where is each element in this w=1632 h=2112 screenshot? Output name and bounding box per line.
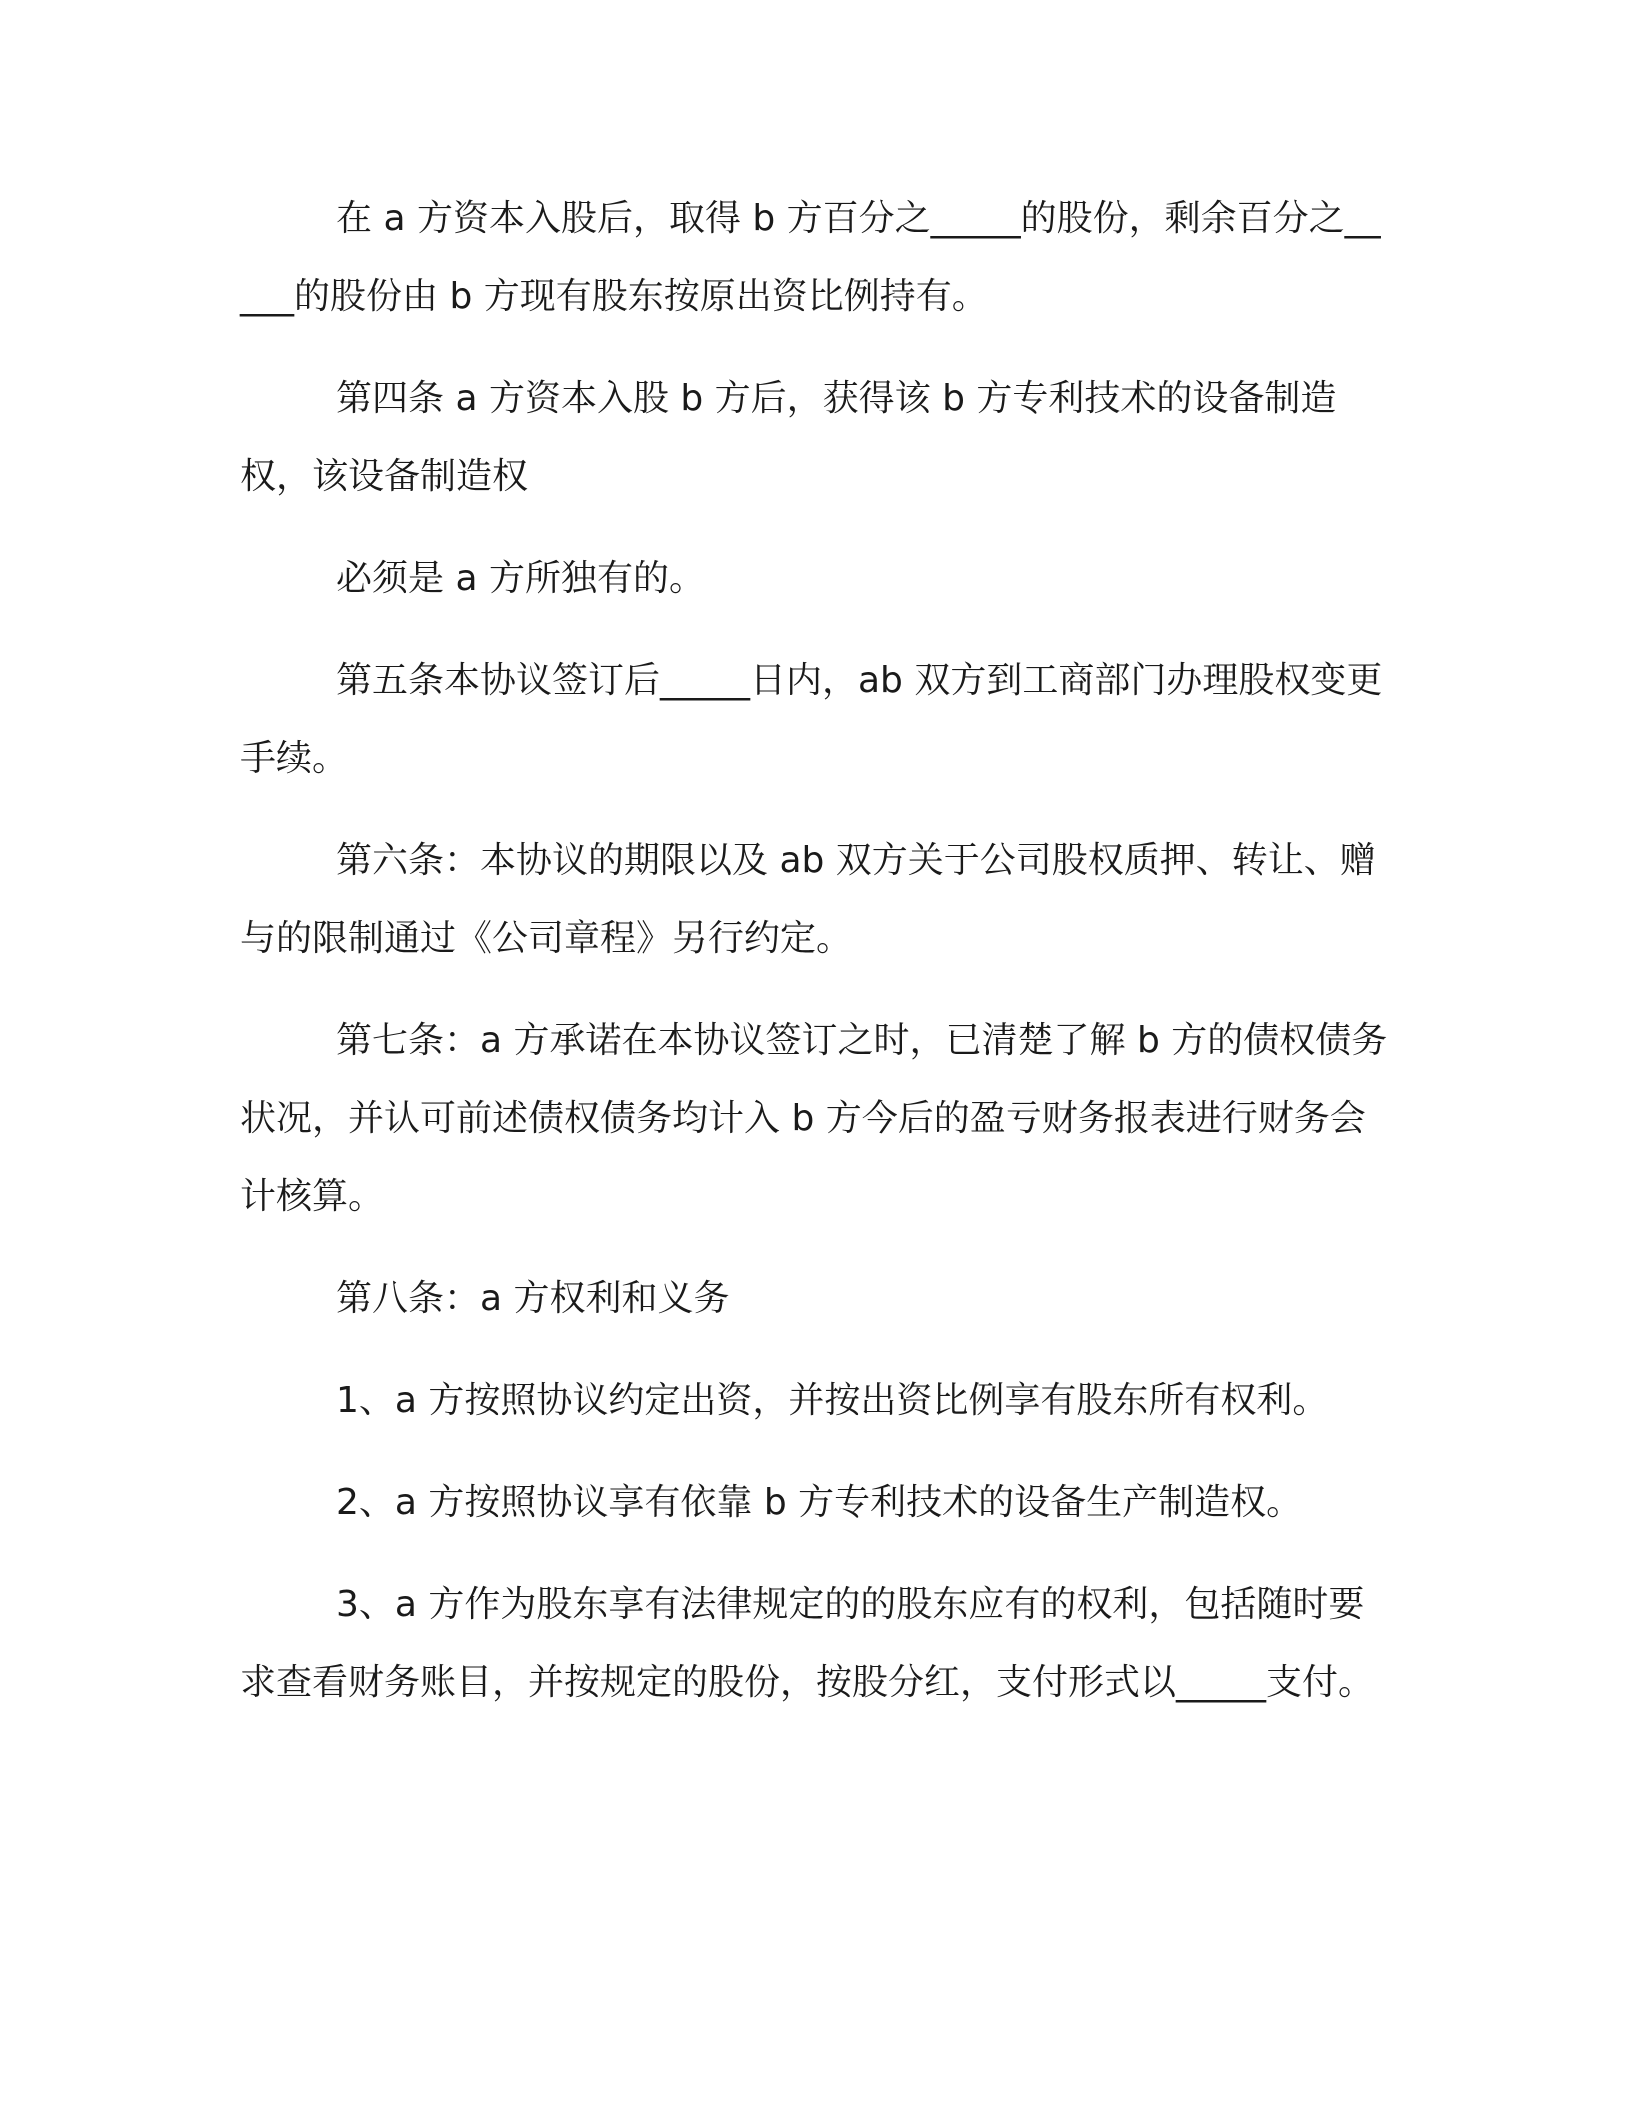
paragraph-article-8-heading: 第八条：a 方权利和义务 (336, 1278, 730, 1319)
paragraph-share-ratio: 在 a 方资本入股后，取得 b 方百分之_____的股份，剩余百分之_____的股份由 b 方现有股东按原出资比例持有。 (240, 198, 1381, 317)
paragraph-article-8-item-1: 1、a 方按照协议约定出资，并按出资比例享有股东所有权利。 (336, 1380, 1329, 1421)
paragraph-article-7: 第七条：a 方承诺在本协议签订之时，已清楚了解 b 方的债权债务状况，并认可前述债权债务均计入 b 方今后的盈亏财务报表进行财务会计核算。 (240, 1020, 1388, 1217)
paragraph-article-5: 第五条本协议签订后_____日内，ab 双方到工商部门办理股权变更手续。 (240, 660, 1383, 779)
document-page (240, 180, 1390, 1746)
paragraph-article-4: 第四条 a 方资本入股 b 方后，获得该 b 方专利技术的设备制造权，该设备制造权 (240, 378, 1337, 497)
paragraph-article-8-item-3: 3、a 方作为股东享有法律规定的的股东应有的权利，包括随时要求查看财务账目，并按规定的股份，按股分红，支付形式以_____支付。 (240, 1584, 1375, 1703)
paragraph-article-6: 第六条：本协议的期限以及 ab 双方关于公司股权质押、转让、赠与的限制通过《公司章程》另行约定。 (240, 840, 1376, 959)
paragraph-article-4-continued: 必须是 a 方所独有的。 (336, 558, 705, 599)
paragraph-article-8-item-2: 2、a 方按照协议享有依靠 b 方专利技术的设备生产制造权。 (336, 1482, 1303, 1523)
